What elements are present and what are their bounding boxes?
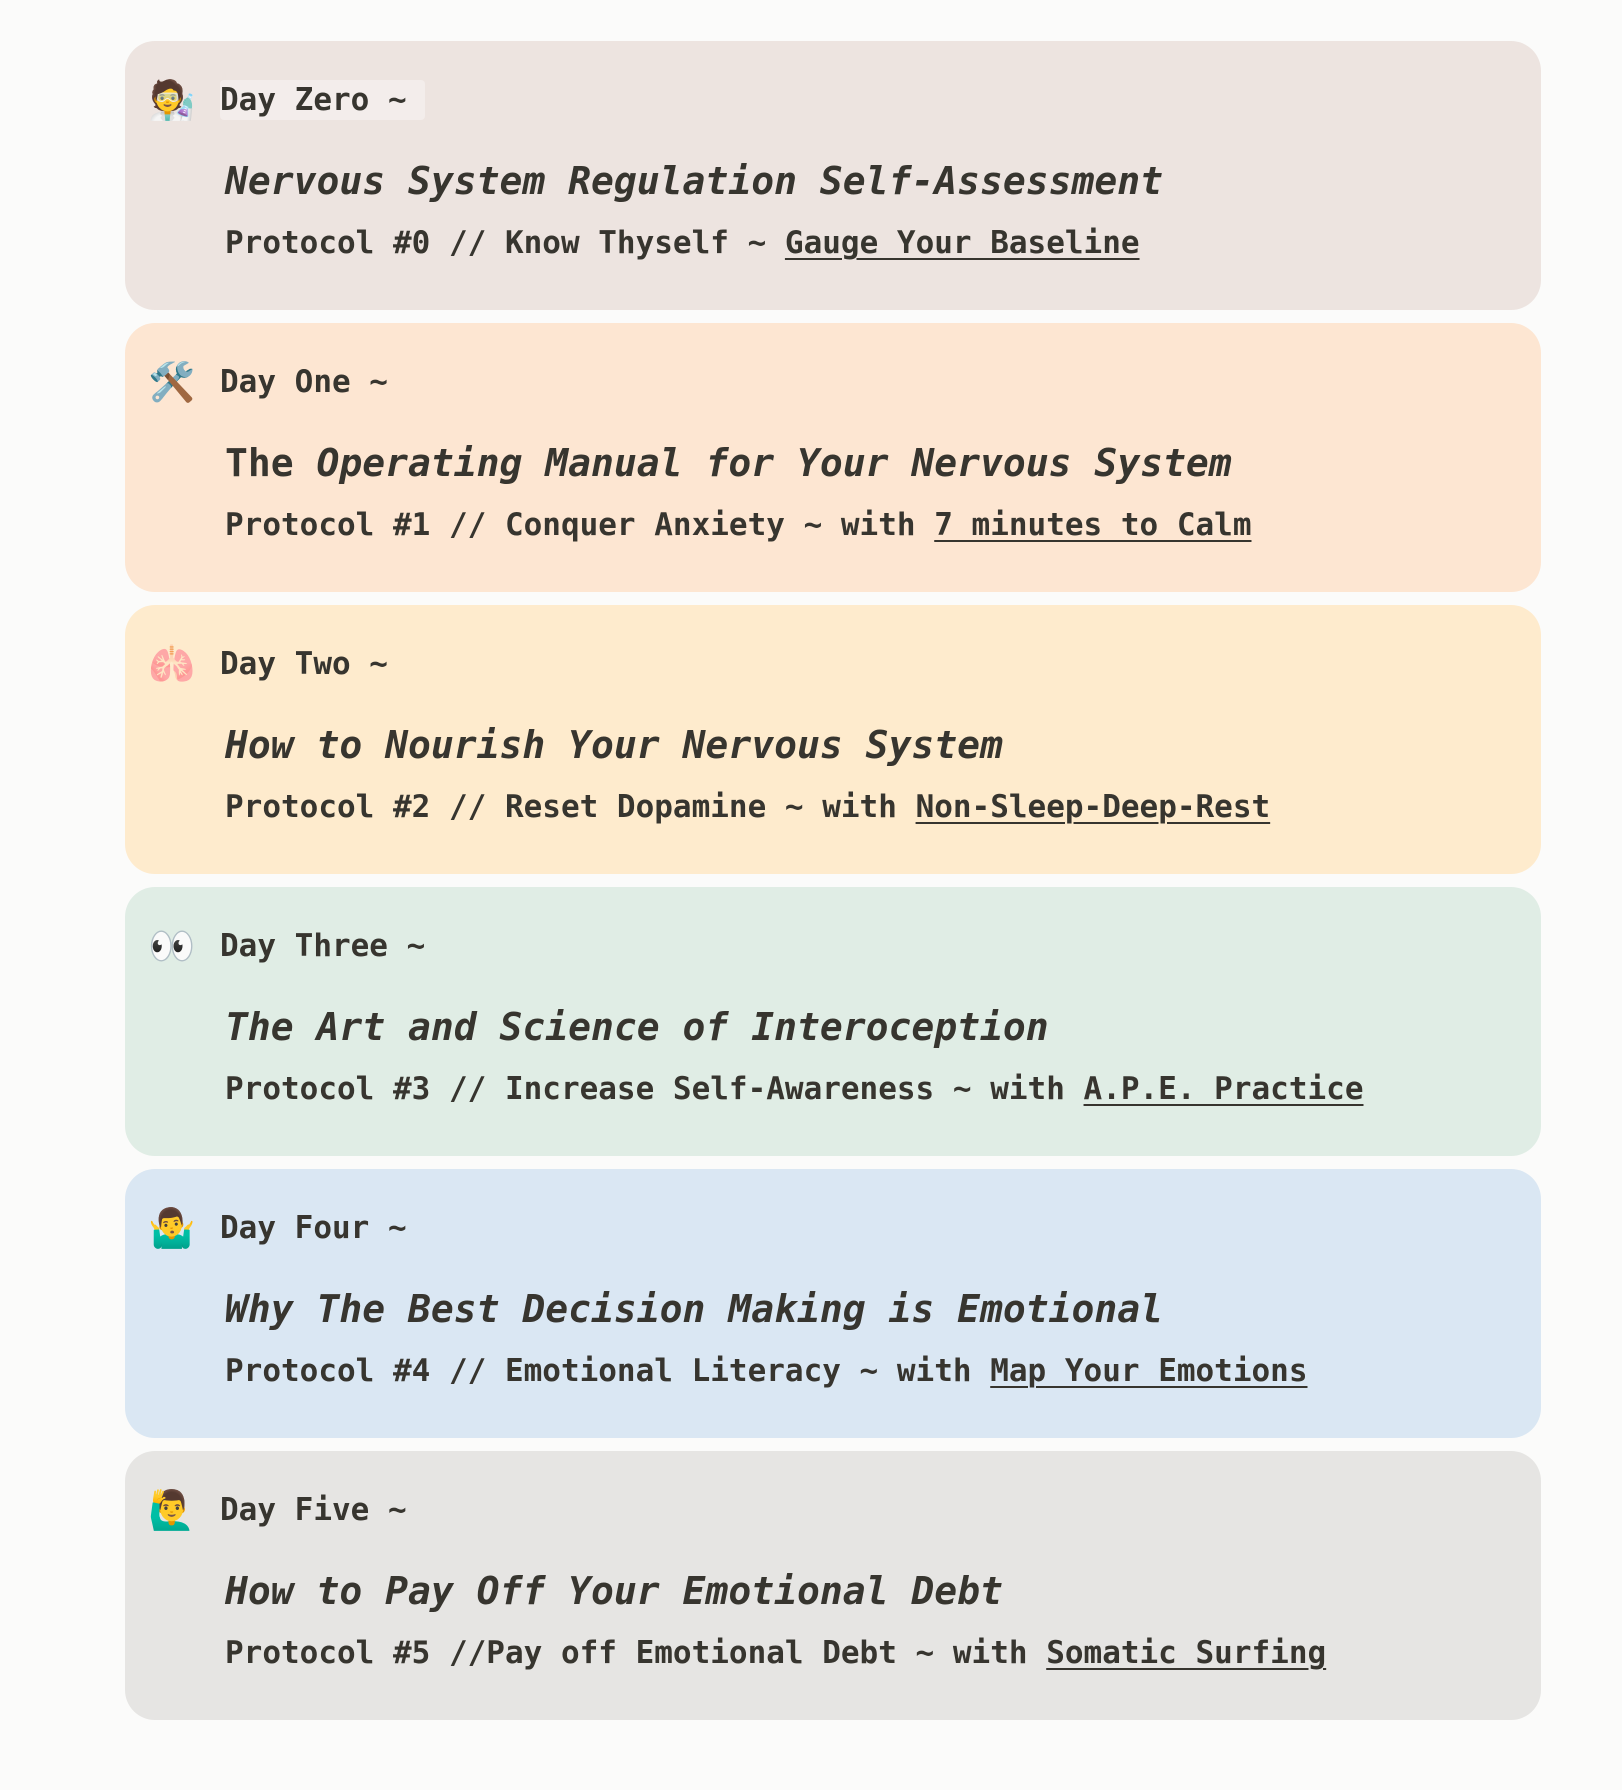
protocol-line [225, 507, 1252, 543]
protocol-line [225, 1353, 1308, 1389]
day-header [148, 1487, 425, 1533]
day-label: Day Two ~ [220, 646, 388, 682]
day-header [148, 923, 443, 969]
title-italic: Operating Manual for Your Nervous System [316, 441, 1232, 485]
protocol-link[interactable]: Map Your Emotions [990, 1353, 1308, 1389]
protocol-link[interactable]: 7 minutes to Calm [934, 507, 1252, 543]
day-title [225, 1005, 1049, 1049]
protocol-link[interactable]: Somatic Surfing [1046, 1635, 1327, 1671]
title-italic: The Art and Science of Interoception [225, 1005, 1049, 1049]
day-title [225, 1287, 1163, 1331]
shrug-icon: 🤷‍♂️ [148, 1206, 196, 1250]
protocol-text: Protocol #1 // Conquer Anxiety ~ with [225, 507, 935, 543]
title-italic: Why The Best Decision Making is Emotional [225, 1287, 1163, 1331]
day-title [225, 723, 1003, 767]
day-header [148, 1205, 425, 1251]
protocol-link[interactable]: A.P.E. Practice [1083, 1071, 1364, 1107]
protocol-link[interactable]: Gauge Your Baseline [784, 225, 1140, 261]
protocol-line [225, 1635, 1326, 1671]
day-card [125, 605, 1541, 874]
course-day-list [125, 41, 1541, 1733]
day-header [148, 77, 425, 123]
day-header [148, 359, 406, 405]
day-label: Day Three ~ [220, 928, 426, 964]
title-prefix: The [225, 441, 317, 485]
day-label: Day Four ~ [220, 1210, 407, 1246]
protocol-line [225, 789, 1270, 825]
day-title [225, 441, 1232, 485]
protocol-text: Protocol #0 // Know Thyself ~ [225, 225, 785, 261]
day-card [125, 41, 1541, 310]
day-card [125, 887, 1541, 1156]
day-title [225, 1569, 1003, 1613]
day-label: Day Five ~ [220, 1492, 407, 1528]
day-label: Day One ~ [220, 364, 388, 400]
day-card [125, 323, 1541, 592]
eyes-icon: 👀 [148, 924, 196, 968]
protocol-text: Protocol #4 // Emotional Literacy ~ with [225, 1353, 991, 1389]
raising-hand-icon: 🙋‍♂️ [148, 1488, 196, 1532]
protocol-link[interactable]: Non-Sleep-Deep-Rest [915, 789, 1271, 825]
protocol-line [225, 1071, 1364, 1107]
protocol-text: Protocol #2 // Reset Dopamine ~ with [225, 789, 916, 825]
day-header [148, 641, 406, 687]
title-italic: Nervous System Regulation Self-Assessment [225, 159, 1163, 203]
protocol-line [225, 225, 1140, 261]
protocol-text: Protocol #3 // Increase Self-Awareness ~ with [225, 1071, 1084, 1107]
day-card [125, 1169, 1541, 1438]
hammer-wrench-icon: 🛠️ [148, 360, 196, 404]
day-label: Day Zero ~ [220, 80, 425, 120]
protocol-text: Protocol #5 //Pay off Emotional Debt ~ with [225, 1635, 1047, 1671]
lungs-icon: 🫁 [148, 642, 196, 686]
day-card [125, 1451, 1541, 1720]
title-italic: How to Pay Off Your Emotional Debt [225, 1569, 1003, 1613]
title-italic: How to Nourish Your Nervous System [225, 723, 1003, 767]
day-title [225, 159, 1163, 203]
scientist-icon: 🧑‍🔬 [148, 78, 196, 122]
